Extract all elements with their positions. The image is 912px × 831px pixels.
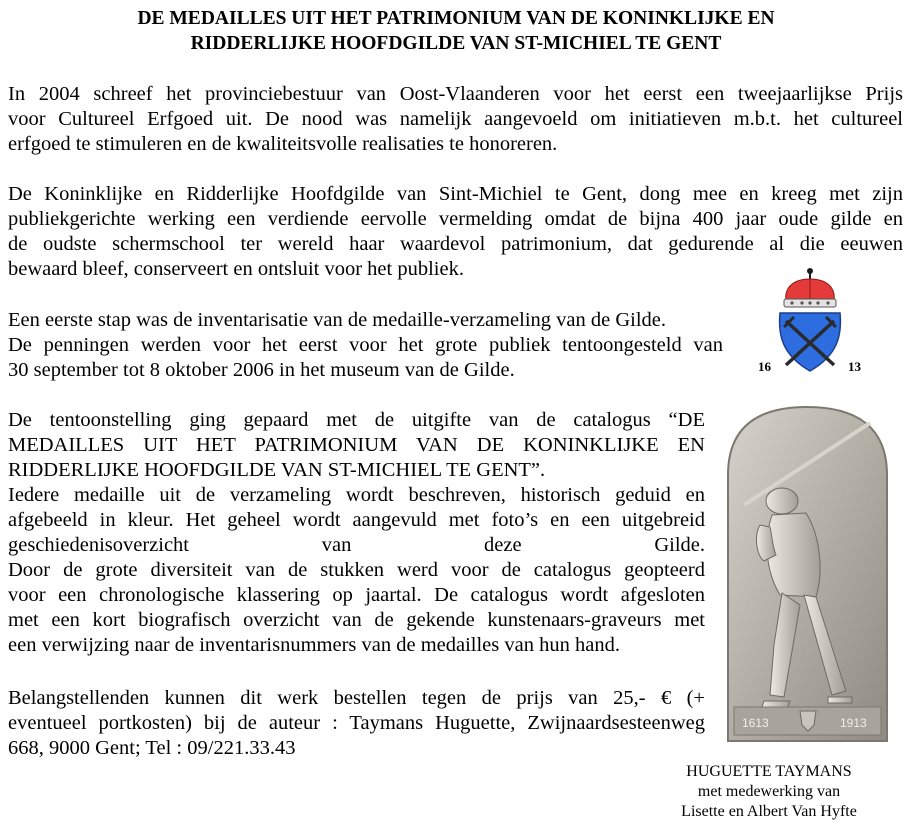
author-name: HUGUETTE TAYMANS	[686, 763, 852, 780]
paragraph-prize	[8, 82, 903, 157]
text-line: een verwijzing naar de inventarisnummers van de medailles van hun hand.	[8, 634, 620, 656]
text-line: de oudste schermschool ter wereld haar waardevol patrimonium, dat gedurende al die eeuwen	[8, 233, 903, 255]
shield-icon	[780, 313, 841, 371]
text-line: geschiedenisoverzicht van deze Gilde.	[8, 534, 705, 556]
text-line: De tentoonstelling ging gepaard met de uitgifte van de catalogus “DE	[8, 409, 705, 431]
text-line: met een kort biografisch overzicht van de gekende kunstenaars-graveurs met	[8, 609, 705, 631]
text-line: afgebeeld in kleur. Het geheel wordt aangevuld met foto’s en een uitgebreid	[8, 509, 705, 531]
credit-line: Lisette en Albert Van Hyfte	[681, 803, 857, 820]
author-credit	[654, 762, 884, 822]
text-line: Belangstellenden kunnen dit werk bestellen tegen de prijs van 25,- € (+	[8, 687, 705, 709]
text-line: Door de grote diversiteit van de stukken werd voor de catalogus geopteerd	[8, 559, 705, 581]
paragraph-inventory	[8, 308, 723, 383]
credit-line: met medewerking van	[697, 783, 841, 800]
paragraph-order	[8, 686, 705, 761]
text-line: Iedere medaille uit de verzameling wordt beschreven, historisch geduid en	[8, 484, 705, 506]
crest-year-left: 16	[758, 359, 771, 374]
crown-icon	[784, 268, 836, 307]
crest-year-right: 13	[848, 359, 861, 374]
page-title	[0, 6, 912, 56]
text-line: MEDAILLES UIT HET PATRIMONIUM VAN DE KONINKLIJKE EN	[8, 434, 705, 456]
text-line: 668, 9000 Gent; Tel : 09/221.33.43	[8, 737, 296, 759]
text-line: Een eerste stap was de inventarisatie van de medaille-verzameling van de Gilde.	[8, 309, 667, 331]
text-line: erfgoed te stimuleren en de kwaliteitsvolle realisaties te honoreren.	[8, 133, 558, 155]
medal-image	[720, 405, 895, 745]
text-line: publiekgerichte werking een verdiende eervolle vermelding omdat de bijna 400 jaar oude gilde en	[8, 208, 903, 230]
text-line: 30 september tot 8 oktober 2006 in het museum van de Gilde.	[8, 359, 515, 381]
guild-crest-image	[750, 265, 880, 380]
title-line: RIDDERLIJKE HOOFDGILDE VAN ST-MICHIEL TE GENT	[190, 33, 722, 54]
text-line: voor Cultureel Erfgoed uit. De nood was namelijk aangevoeld om initiatieven m.b.t. het cultureel	[8, 108, 903, 130]
text-line: RIDDERLIJKE HOOFDGILDE VAN ST-MICHIEL TE GENT”.	[8, 459, 546, 481]
text-line: De Koninklijke en Ridderlijke Hoofdgilde van Sint-Michiel te Gent, dong mee en kreeg met zijn	[8, 183, 903, 205]
text-line: In 2004 schreef het provinciebestuur van Oost-Vlaanderen voor het eerst een tweejaarlijkse Prijs	[8, 83, 903, 105]
title-line: DE MEDAILLES UIT HET PATRIMONIUM VAN DE KONINKLIJKE EN	[137, 8, 775, 29]
text-line: De penningen werden voor het eerst voor het grote publiek tentoongesteld van	[8, 334, 723, 356]
text-line: voor een chronologische klassering op jaartal. De catalogus wordt afgesloten	[8, 584, 705, 606]
text-line: bewaard bleef, conserveert en ontsluit voor het publiek.	[8, 258, 464, 280]
paragraph-catalogue	[8, 408, 705, 658]
medal-year-left: 1613	[742, 716, 769, 730]
text-line: eventueel portkosten) bij de auteur : Taymans Huguette, Zwijnaardsesteenweg	[8, 712, 705, 734]
medal-year-right: 1913	[840, 716, 867, 730]
